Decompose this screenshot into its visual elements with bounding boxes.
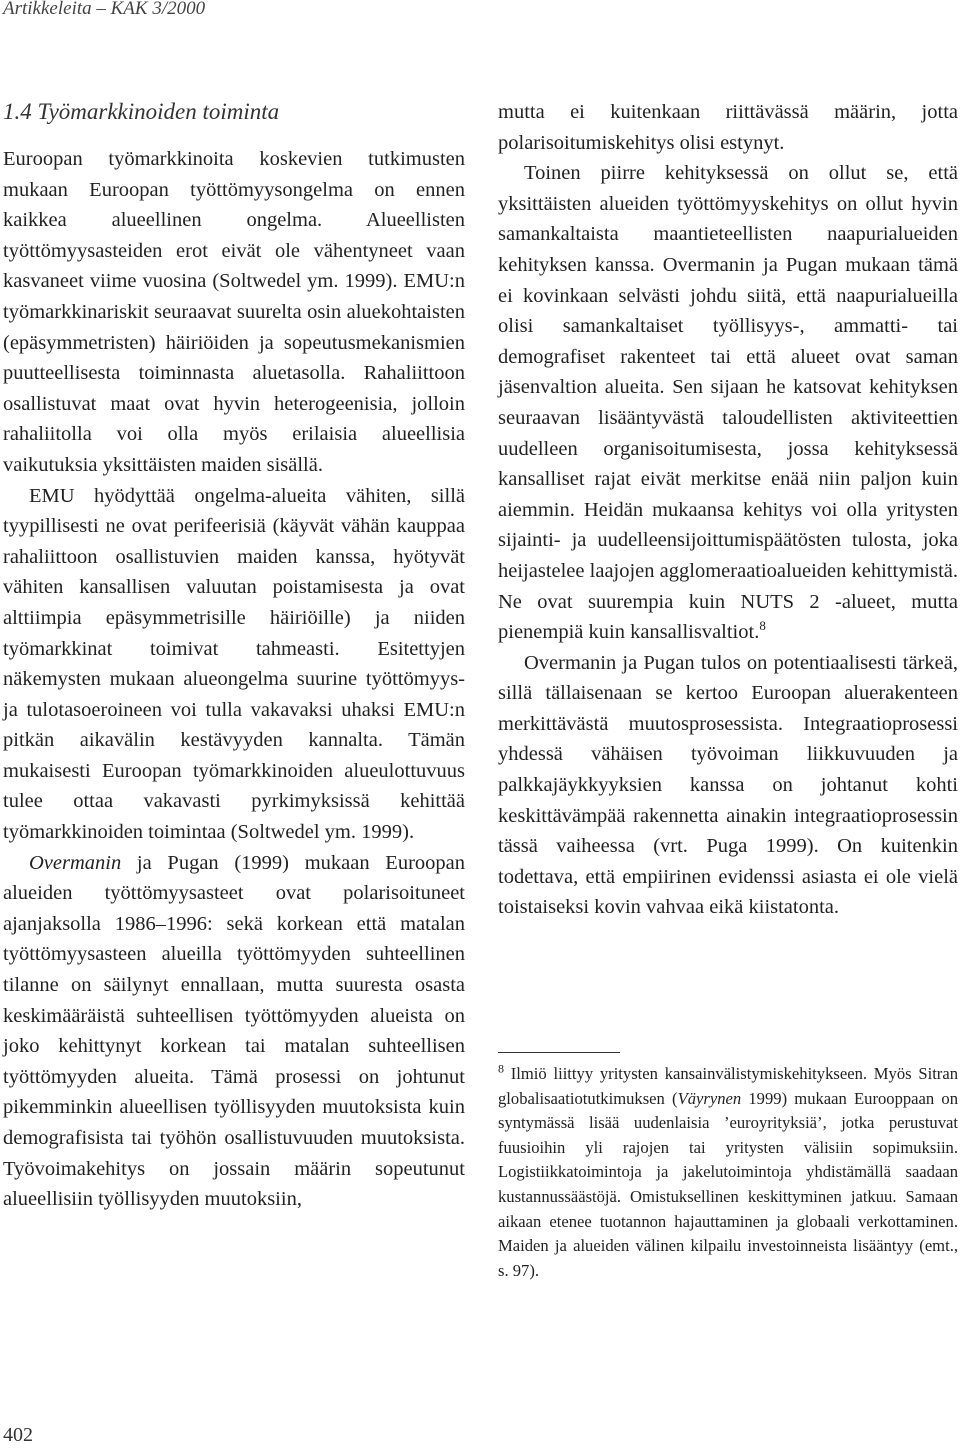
page-number: 402 <box>3 1424 33 1446</box>
paragraph-left-2: EMU hyödyttää ongelma-alueita vähiten, sillä tyypillisesti ne ovat perifeerisiä (käyvät vähän kauppaa rahaliittoon osallistuvien maiden kanssa, hyötyvät vähiten kansallisen valuutan poistamisesta ja ovat alttiimpia epäsymmetrisille häiriöille) ja niiden työmarkkinat toimivat tahmeasti. Esitettyjen näkemysten mukaan alueongelma suurine työttömyys- ja tulotasoeroineen voi tulla vakavaksi uhaksi EMU:n pitkän aikavälin kestävyyden kannalta. Tämän mukaisesti Euroopan työmarkkinoiden alueulottuvuus tulee ottaa vakavasti pyrkimyksissä kehittää työmarkkinoiden toimintaa (Soltwedel ym. 1999). <box>3 484 465 844</box>
paragraph-left-3 <box>3 848 465 1215</box>
paragraph-right-2-text: Toinen piirre kehityksessä on ollut se, että yksittäisten alueiden työttömyyskehitys on ollut hyvin samankaltaista maantieteellisten naapurialueiden kehityksen kanssa. Overmanin ja Pugan mukaan tämä ei kovinkaan selvästi johdu siitä, että naapurialueilla olisi samankaltaiset työllisyys-, ammatti- tai demografiset rakenteet tai että alueet ovat saman jäsenvaltion alueita. Sen sijaan he katsovat kehityksen seuraavan lisääntyvästä taloudellisten aktiviteettien uudelleen organisoitumisesta, jossa kehityksessä kansalliset rajat eivät merkitse enää niin paljon kuin aiemmin. Heidän mukaansa kehitys voi olla yritysten sijainti- ja uudelleensijoittumispäätösten tulosta, joka heijastelee laajojen agglomeraatioalueiden kehittymistä. Ne ovat suurempia kuin NUTS 2 -alueet, mutta pienempiä kuin kansallisvaltiot. <box>498 162 958 644</box>
paragraph-left-1: Euroopan työmarkkinoita koskevien tutkimusten mukaan Euroopan työttömyysongelma on ennen kaikkea alueellinen ongelma. Alueellisten työttömyysasteiden erot eivät ole vähentyneet vaan kasvaneet viime vuosina (Soltwedel ym. 1999). EMU:n työmarkkinariskit seuraavat suurelta osin aluekohtaisten (epäsymmetristen) häiriöiden ja sopeutusmekanismien puutteellisesta toiminnasta aluetasolla. Rahaliittoon osallistuvat maat ovat hyvin heterogeenisia, jolloin rahaliitolla voi olla myös erilaisia alueellisia vaikutuksia yksittäisten maiden sisällä. <box>3 148 465 476</box>
running-header: Artikkeleita – KAK 3/2000 <box>3 0 206 19</box>
footnote-marker: 8 <box>498 1061 504 1076</box>
footnote-text-start: Ilmiö liittyy yritysten kansainvälistymiskehitykseen. Myös Sitran globalisaatiotutkimuksen ( <box>498 1064 958 1108</box>
right-column <box>498 97 958 923</box>
paragraph-right-1: mutta ei kuitenkaan riittävässä määrin, jotta polarisoitumiskehitys olisi estynyt. <box>498 101 958 154</box>
paragraph-right-3: Overmanin ja Pugan tulos on potentiaalisesti tärkeä, sillä tällaisenaan se kertoo Euroopan aluerakenteen merkittävästä muutosprosessista. Integraatioprosessi yhdessä vähäisen työvoiman liikkuvuuden ja palkkajäykkyyksien kanssa on johtanut kohti keskittävämpää rakennetta ainakin integraatioprosessin tässä vaiheessa (vrt. Puga 1999). On kuitenkin todettava, että empiirinen evidenssi asiasta ei ole vielä toistaiseksi kovin vahvaa eikä kiistatonta. <box>498 651 958 919</box>
footnote <box>498 1062 958 1283</box>
footnote-reference[interactable]: 8 <box>759 618 766 634</box>
paragraph-right-2 <box>498 158 958 648</box>
footnote-text-end: 1999) mukaan Eurooppaan on syntymässä lisää uudenlaisia ’euroyrityksiä’, jotka perustuvat fuusioihin yli rajojen tai yritysten välisiin sopimuksiin. Logistiikkatoimintoja ja jakelutoimintoja yhdistämällä saadaan kustannussäästöjä. Omistuksellinen keskittyminen jatkuu. Samaan aikaan etenee tuotannon hajauttaminen ja globaali verkottaminen. Maiden ja alueiden välinen kilpailu investoinneista lisääntyy (emt., s. 97). <box>498 1088 958 1280</box>
footnote-divider <box>498 1052 620 1053</box>
section-heading: 1.4 Työmarkkinoiden toiminta <box>3 99 280 124</box>
left-column <box>3 97 465 1215</box>
paragraph-left-3-text: ja Pugan (1999) mukaan Euroopan alueiden työttömyysasteet ovat polarisoituneet ajanjaksolla 1986–1996: sekä korkean että matalan työttömyysasteen alueilla työttömyyden suhteellinen tilanne on säilynyt ennallaan, mutta suuresta osasta keskimääräistä suhteellisen työttömyyden alueista on joko kehittynyt korkean tai matalan suhteellisen työttömyyden alueita. Tämä prosessi on johtunut pikemminkin alueellisen työllisyyden muutoksista kuin demografisista tai työhön osallistuvuuden muutoksista. Työvoimakehitys on jossain määrin sopeutunut alueellisiin työllisyyden muutoksiin, <box>3 851 465 1211</box>
author-name: Overmanin <box>29 851 122 874</box>
footnote-author: Väyrynen <box>677 1088 742 1108</box>
